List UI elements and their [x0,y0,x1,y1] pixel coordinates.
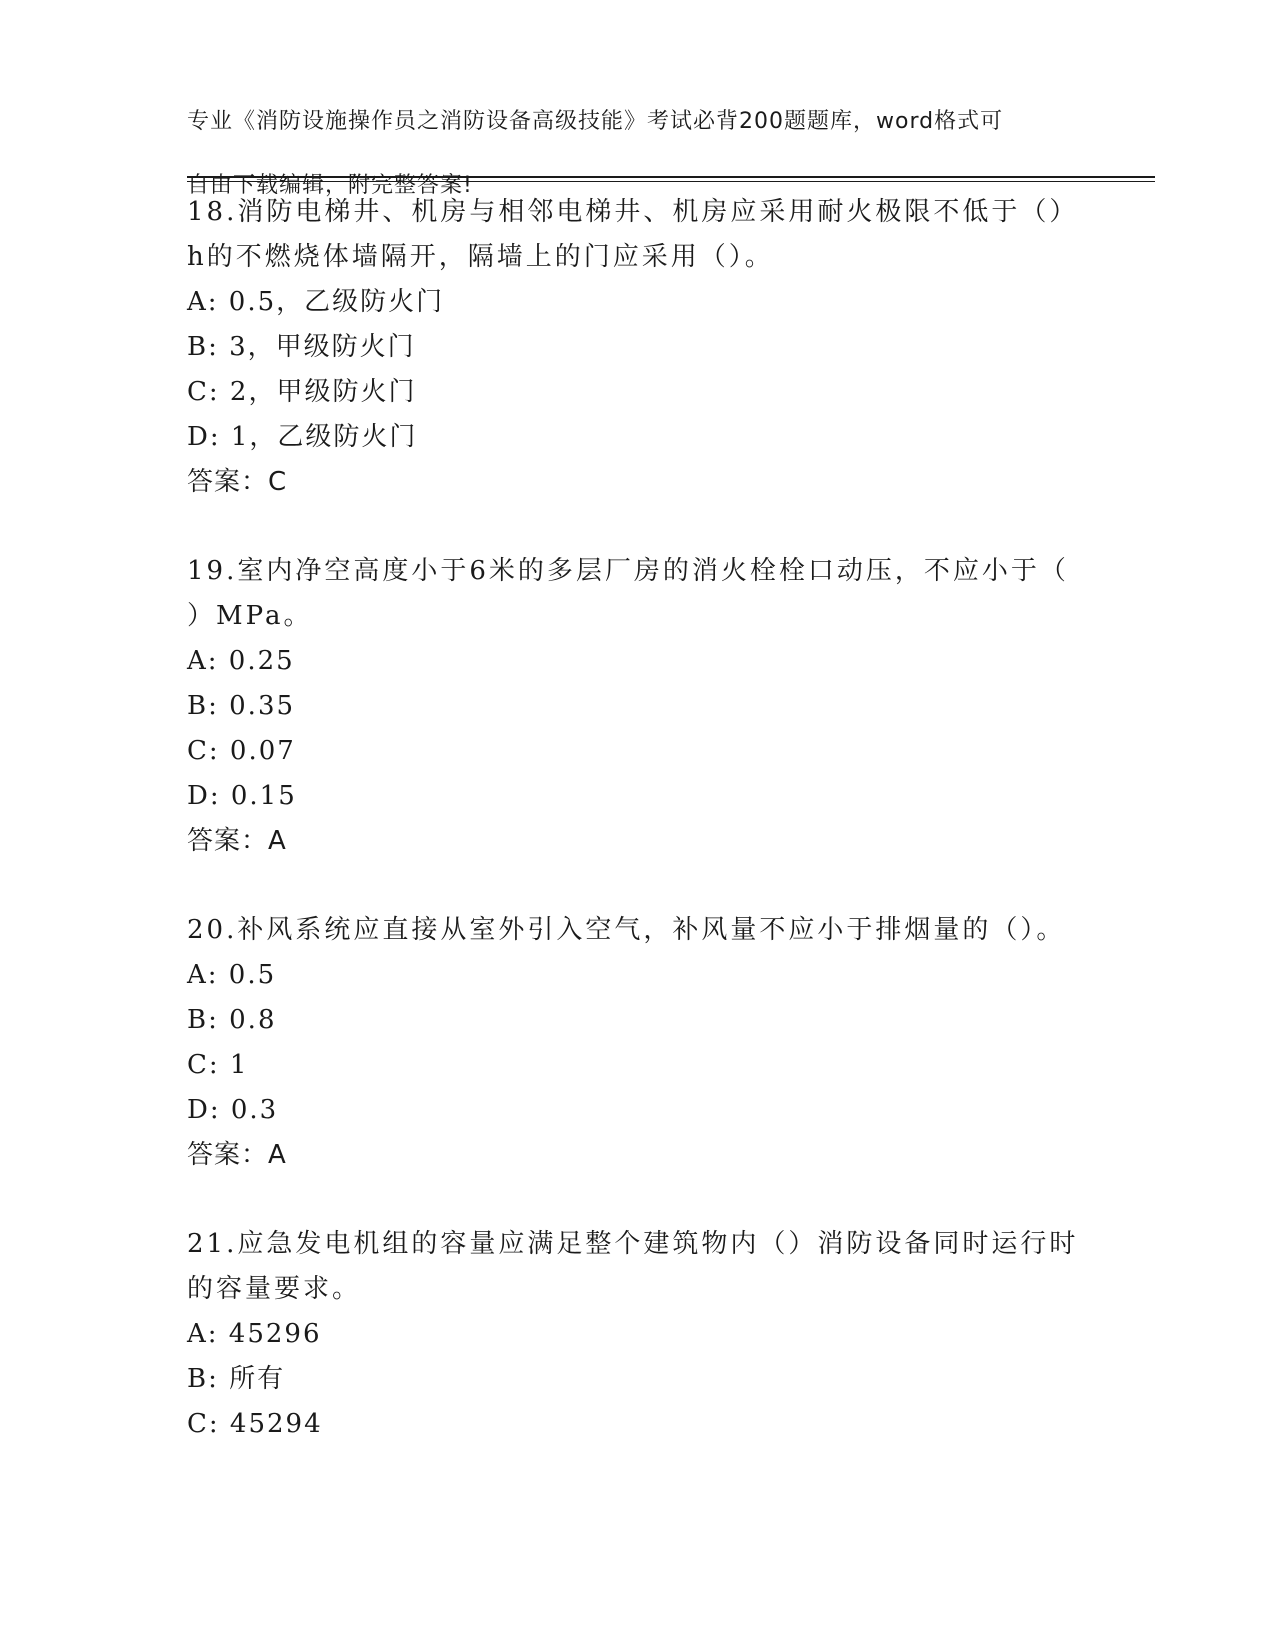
answer: 答案：A [187,826,287,856]
option-d: D: 1，乙级防火门 [187,422,418,452]
header-divider-thick [187,176,1155,178]
header-divider-thin [187,181,1155,182]
option-b: B: 0.35 [187,691,296,721]
option-c: C: 45294 [187,1409,323,1439]
option-c: C: 2，甲级防火门 [187,377,417,407]
option-a: A: 0.25 [187,646,295,676]
option-d: D: 0.15 [187,781,297,811]
option-c: C: 0.07 [187,736,296,766]
option-a: A: 45296 [187,1319,322,1349]
question-20 [187,908,1087,1178]
question-text-line: ）MPa。 [187,601,313,631]
answer: 答案：C [187,467,288,497]
question-19 [187,549,1087,864]
question-text-line: 19.室内净空高度小于6米的多层厂房的消火栓栓口动压，不应小于（ [187,556,1069,586]
header-line-1: 专业《消防设施操作员之消防设备高级技能》考试必背200题题库，word格式可 [187,109,1004,134]
option-b: B: 3，甲级防火门 [187,332,416,362]
header-line-2: 自由下载编辑，附完整答案! [187,173,473,198]
option-a: A: 0.5，乙级防火门 [187,287,445,317]
answer: 答案：A [187,1140,287,1170]
option-b: B: 所有 [187,1364,286,1394]
question-21 [187,1222,1087,1447]
question-text-line: h的不燃烧体墙隔开，隔墙上的门应采用（）。 [187,242,774,272]
option-a: A: 0.5 [187,960,277,990]
option-b: B: 0.8 [187,1005,277,1035]
option-c: C: 1 [187,1050,249,1080]
question-text-line: 18.消防电梯井、机房与相邻电梯井、机房应采用耐火极限不低于（） [187,197,1079,227]
question-18 [187,190,1087,505]
question-text-line: 21.应急发电机组的容量应满足整个建筑物内（）消防设备同时运行时 [187,1229,1079,1259]
question-text-line: 20.补风系统应直接从室外引入空气，补风量不应小于排烟量的（）。 [187,915,1066,945]
question-list [187,190,1087,1491]
question-text-line: 的容量要求。 [187,1274,362,1304]
option-d: D: 0.3 [187,1095,279,1125]
